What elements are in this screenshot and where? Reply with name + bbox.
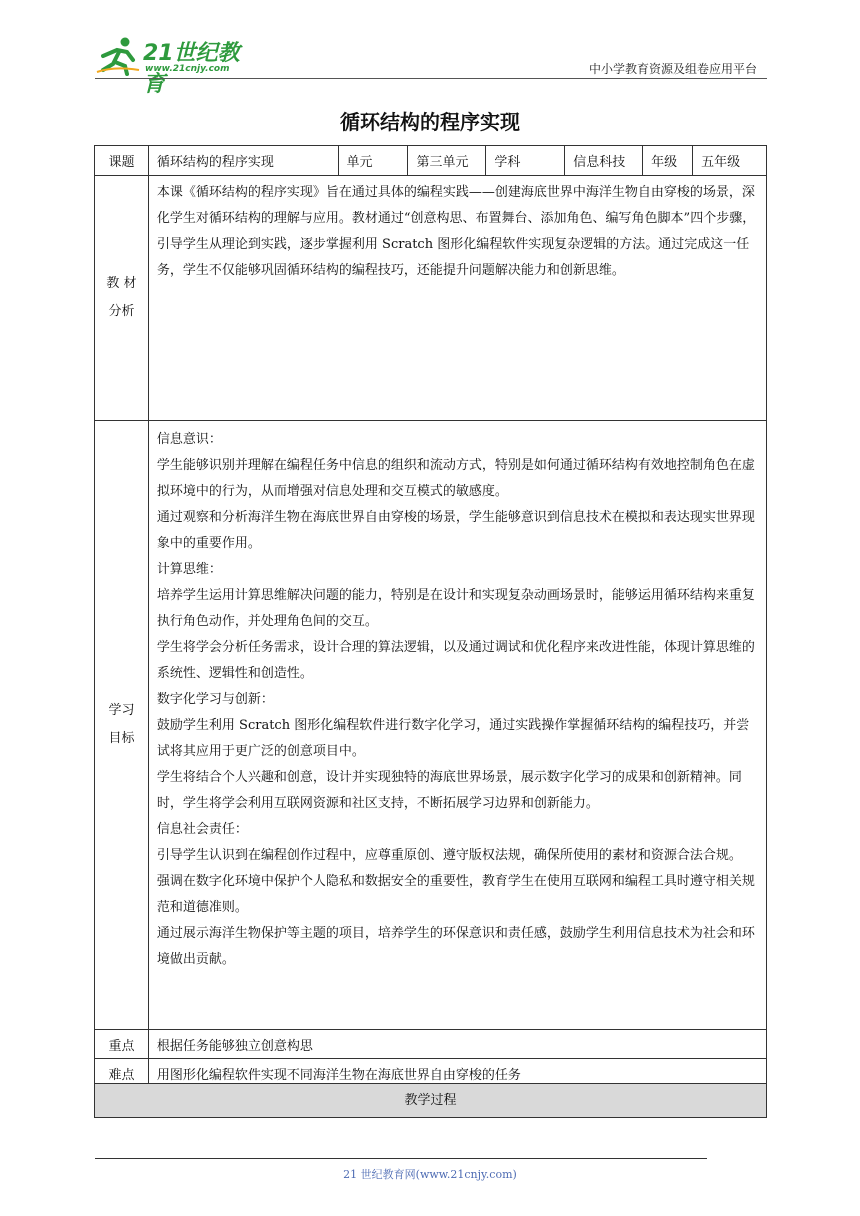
- key-point-text: 根据任务能够独立创意构思: [148, 1030, 766, 1059]
- objective-heading-info: 信息意识：: [156, 432, 222, 447]
- objectives-label-cell: [95, 421, 149, 1030]
- objective-paragraph: 培养学生运用计算思维解决问题的能力，特别是在设计和实现复杂动画场景时，能够运用循环结构来重复执行角色动作，并处理角色间的交互。: [156, 588, 755, 629]
- analysis-label-cell: [95, 176, 149, 421]
- analysis-label-line2: 分析: [108, 304, 135, 319]
- objective-paragraph: 引导学生认识到在编程创作过程中，应尊重原创、遵守版权法规，确保所使用的素材和资源合法合规。: [156, 848, 742, 863]
- site-logo[interactable]: [95, 36, 260, 97]
- objective-paragraph: 学生将结合个人兴趣和创意，设计并实现独特的海底世界场景，展示数字化学习的成果和创新精神。同时，学生将学会利用互联网资源和社区支持，不断拓展学习边界和创新能力。: [156, 770, 742, 811]
- unit-value: 第三单元: [408, 146, 486, 176]
- objectives-text-cell: [148, 421, 766, 1030]
- platform-name: 中小学教育资源及组卷应用平台: [588, 62, 757, 76]
- footer-text[interactable]: 21 世纪教育网(www.21cnjy.com): [343, 1168, 517, 1181]
- logo-text: 21世纪教育: [143, 41, 240, 97]
- difficulty-text: 用图形化编程软件实现不同海洋生物在海底世界自由穿梭的任务: [148, 1059, 766, 1088]
- analysis-text-cell: [148, 176, 766, 421]
- key-point-row: [95, 1030, 767, 1059]
- objective-paragraph: 通过展示海洋生物保护等主题的项目，培养学生的环保意识和责任感，鼓励学生利用信息技术为社会和环境做出贡献。: [156, 926, 755, 967]
- difficulty-label: 难点: [95, 1059, 149, 1088]
- objectives-row: [95, 421, 767, 1030]
- objective-heading-computing: 计算思维：: [156, 562, 222, 577]
- teaching-process-header: 教学过程: [94, 1083, 767, 1118]
- unit-label: 单元: [338, 146, 408, 176]
- footer-divider: [95, 1158, 707, 1159]
- grade-label: 年级: [643, 146, 693, 176]
- analysis-label-line1: 教 材: [106, 276, 137, 291]
- objective-heading-responsibility: 信息社会责任：: [156, 822, 248, 837]
- objective-heading-digital: 数字化学习与创新：: [156, 692, 274, 707]
- objective-paragraph: 通过观察和分析海洋生物在海底世界自由穿梭的场景，学生能够意识到信息技术在模拟和表达现实世界现象中的重要作用。: [156, 510, 755, 551]
- objective-paragraph: 鼓励学生利用 Scratch 图形化编程软件进行数字化学习，通过实践操作掌握循环结构的编程技巧，并尝试将其应用于更广泛的创意项目中。: [156, 718, 750, 759]
- objectives-label-line1: 学习: [108, 703, 135, 718]
- analysis-row: [95, 176, 767, 421]
- grade-value: 五年级: [693, 146, 767, 176]
- objective-paragraph: 强调在数字化环境中保护个人隐私和数据安全的重要性，教育学生在使用互联网和编程工具时遵守相关规范和道德准则。: [156, 874, 755, 915]
- objective-paragraph: 学生能够识别并理解在编程任务中信息的组织和流动方式，特别是如何通过循环结构有效地控制角色在虚拟环境中的行为，从而增强对信息处理和交互模式的敏感度。: [156, 458, 755, 499]
- topic-label: 课题: [95, 146, 149, 176]
- analysis-text: 本课《循环结构的程序实现》旨在通过具体的编程实践——创建海底世界中海洋生物自由穿梭的场景，深化学生对循环结构的理解与应用。教材通过“创意构思、布置舞台、添加角色、编写角色脚本”四个步骤，引导学生从理论到实践，逐步掌握利用 Scratch 图形化编程软件实现复杂逻辑的方法。通过完成这一任务，学生不仅能够巩固循环结构的编程技巧，还能提升问题解决能力和创新思维。: [156, 185, 756, 278]
- header-divider: [95, 78, 767, 79]
- subject-label: 学科: [486, 146, 565, 176]
- objectives-label-line2: 目标: [108, 731, 135, 746]
- logo-url: www.21cnjy.com: [145, 64, 230, 74]
- subject-value: 信息科技: [565, 146, 643, 176]
- page-header: [95, 30, 767, 97]
- topic-value: 循环结构的程序实现: [148, 146, 338, 176]
- key-point-label: 重点: [95, 1030, 149, 1059]
- info-row: [95, 146, 767, 176]
- lesson-plan-table: [94, 145, 767, 1088]
- document-title: 循环结构的程序实现: [340, 110, 520, 134]
- runner-logo-icon: [95, 36, 141, 76]
- objective-paragraph: 学生将学会分析任务需求，设计合理的算法逻辑，以及通过调试和优化程序来改进性能，体现计算思维的系统性、逻辑性和创造性。: [156, 640, 755, 681]
